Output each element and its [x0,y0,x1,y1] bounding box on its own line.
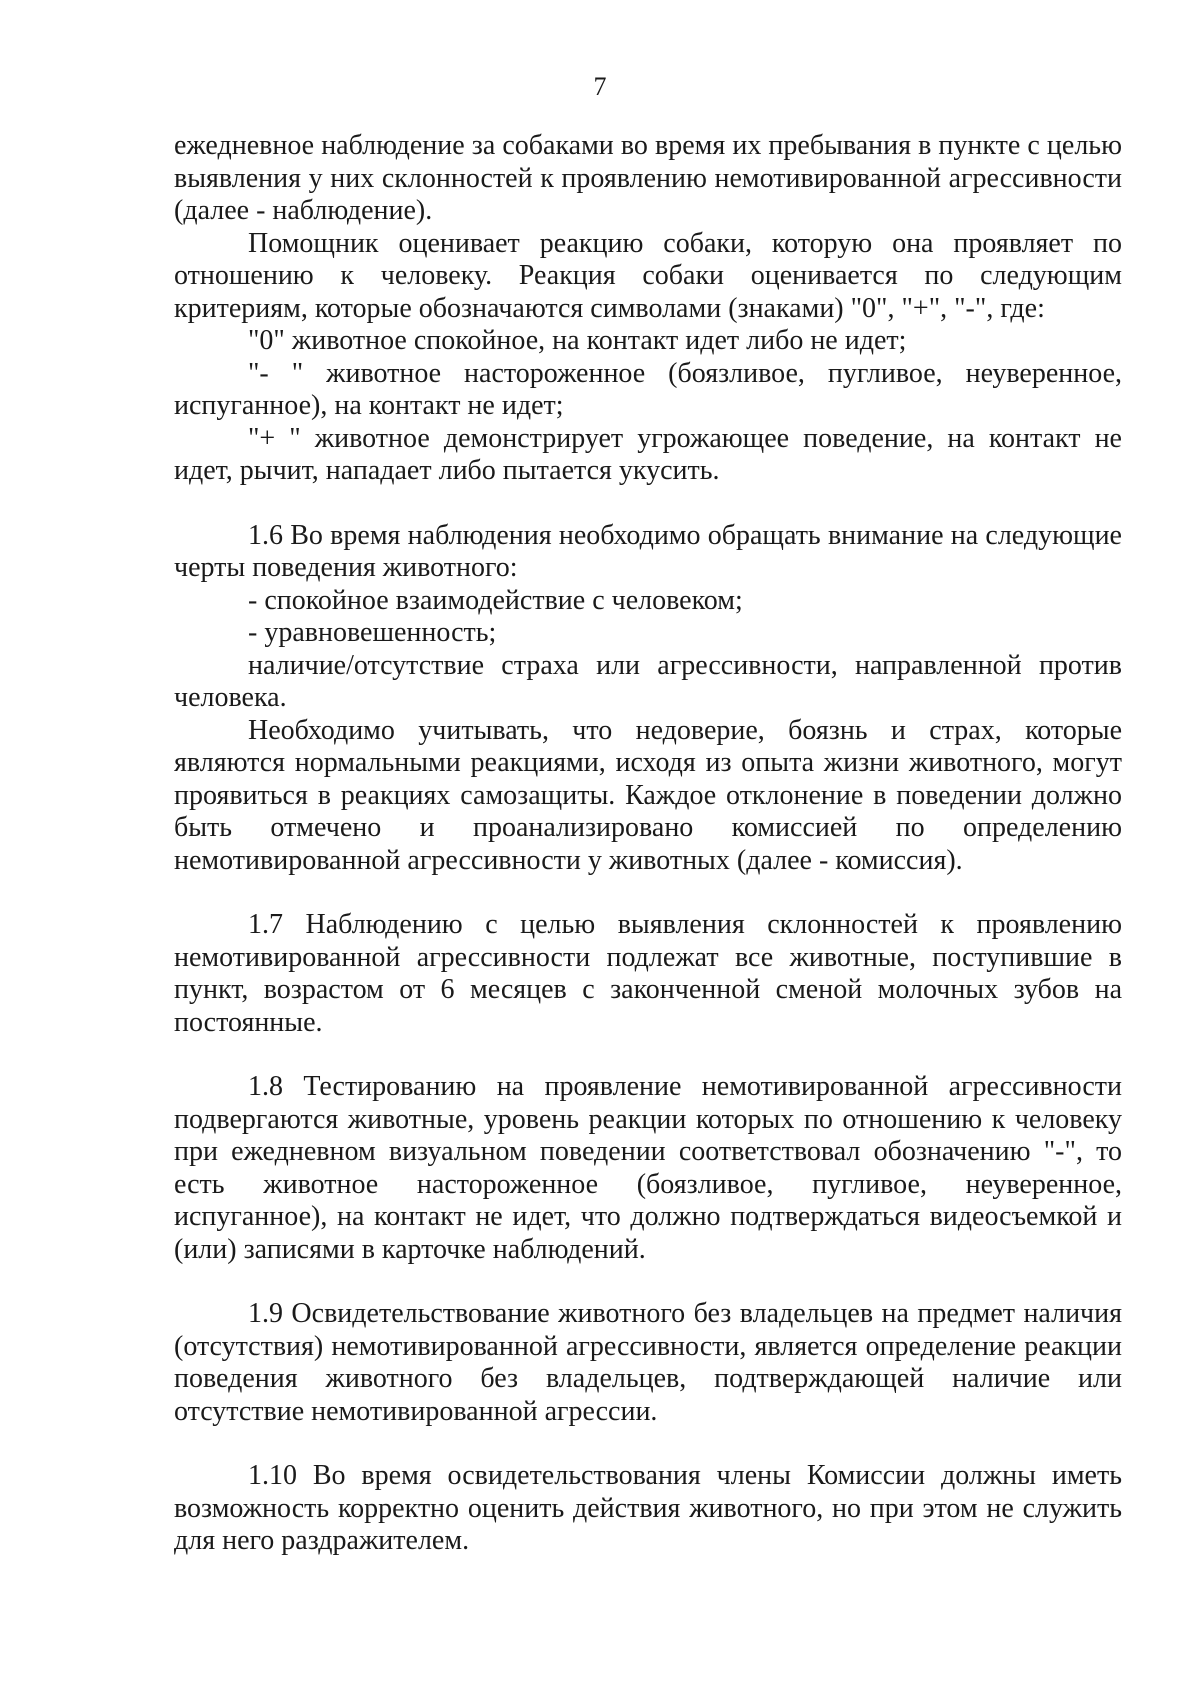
paragraph-criterion-plus: "+ " животное демонстрирует угрожающее поведение, на контакт не идет, рычит, нападает либо пытается укусить. [174,422,1122,486]
document-body [174,130,1122,1558]
paragraph-deviation-note: Необходимо учитывать, что недоверие, боязнь и страх, которые являются нормальными реакциями, исходя из опыта жизни животного, могут проявиться в реакциях самозащиты. Каждое отклонение в поведении должно быть отмечено и проанализировано комиссией по определению немотивированной агрессивности у животных (далее - комиссия). [174,714,1122,876]
paragraph-observation-intro: ежедневное наблюдение за собаками во время их пребывания в пункте с целью выявления у них склонностей к проявлению немотивированной агрессивности (далее - наблюдение). [174,130,1122,226]
list-item-fear-aggression: наличие/отсутствие страха или агрессивности, направленной против человека. [174,649,1122,713]
paragraph-section-1-8: 1.8 Тестированию на проявление немотивированной агрессивности подвергаются животные, уровень реакции которых по отношению к человеку при ежедневном визуальном поведении соответствовал обозначению "-", то есть животное настороженное (боязливое, пугливое, неуверенное, испуганное), на контакт не идет, что должно подтверждаться видеосъемкой и (или) записями в карточке наблюдений. [174,1071,1122,1265]
page-number: 7 [593,72,607,101]
paragraph-criterion-zero: "0" животное спокойное, на контакт идет либо не идет; [248,325,907,356]
list-item-balance: - уравновешенность; [248,617,497,648]
paragraph-section-1-9: 1.9 Освидетельствование животного без владельцев на предмет наличия (отсутствия) немотивированной агрессивности, является определение реакции поведения животного без владельцев, подтверждающей наличие или отсутствие немотивированной агрессии. [174,1298,1122,1427]
paragraph-assistant-evaluation: Помощник оценивает реакцию собаки, которую она проявляет по отношению к человеку. Реакция собаки оценивается по следующим критериям, которые обозначаются символами (знаками) "0", "+", "-", где: [174,227,1122,324]
paragraph-criterion-minus: "- " животное настороженное (боязливое, пугливое, неуверенное, испуганное), на контакт не идет; [174,357,1122,421]
list-item-calm-interaction: - спокойное взаимодействие с человеком; [248,584,743,616]
paragraph-section-1-6: 1.6 Во время наблюдения необходимо обращать внимание на следующие черты поведения животного: [174,519,1122,583]
paragraph-section-1-10: 1.10 Во время освидетельствования члены Комиссии должны иметь возможность корректно оценить действия животного, но при этом не служить для него раздражителем. [174,1460,1122,1556]
paragraph-section-1-7: 1.7 Наблюдению с целью выявления склонностей к проявлению немотивированной агрессивности подлежат все животные, поступившие в пункт, возрастом от 6 месяцев с законченной сменой молочных зубов на постоянные. [174,909,1122,1038]
